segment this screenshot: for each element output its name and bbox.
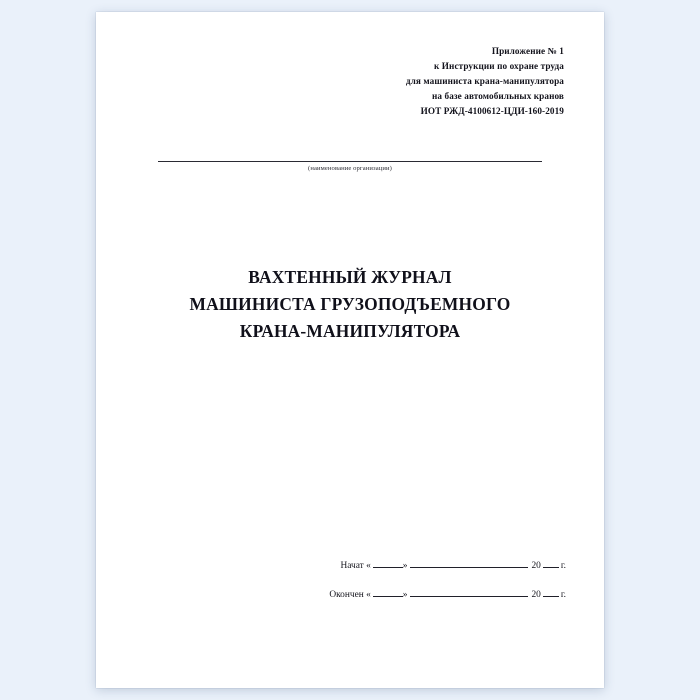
page-content bbox=[96, 12, 604, 688]
started-year-prefix: 20 bbox=[531, 561, 541, 571]
started-quote-close: » bbox=[402, 561, 408, 571]
footer-fields bbox=[136, 558, 566, 616]
appendix-line-1: Приложение № 1 bbox=[491, 46, 564, 56]
title-line-3: КРАНА-МАНИПУЛЯТОРА bbox=[239, 320, 461, 341]
appendix-line-3: для машиниста крана-манипулятора bbox=[405, 75, 564, 86]
finished-month-field[interactable] bbox=[410, 587, 528, 597]
appendix-line-4: на базе автомобильных кранов bbox=[432, 90, 564, 101]
organization-caption: (наименование организации) bbox=[308, 165, 392, 172]
finished-row bbox=[136, 587, 566, 600]
finished-quote-close: » bbox=[402, 590, 408, 600]
appendix-block bbox=[234, 44, 564, 119]
finished-year-field[interactable] bbox=[543, 587, 559, 597]
title-line-2: МАШИНИСТА ГРУЗОПОДЪЕМНОГО bbox=[189, 293, 511, 314]
started-row bbox=[136, 558, 566, 571]
started-year-field[interactable] bbox=[543, 558, 559, 568]
finished-year-suffix: г. bbox=[560, 590, 566, 600]
started-year-suffix: г. bbox=[560, 561, 566, 571]
page-title bbox=[136, 264, 564, 345]
organization-input-line[interactable] bbox=[158, 160, 542, 162]
started-day-field[interactable] bbox=[373, 558, 403, 568]
started-month-field[interactable] bbox=[410, 558, 528, 568]
appendix-line-2: к Инструкции по охране труда bbox=[434, 60, 564, 71]
title-line-1: ВАХТЕННЫЙ ЖУРНАЛ bbox=[248, 267, 452, 287]
organization-block bbox=[158, 160, 542, 172]
appendix-line-5: ИОТ РЖД-4100612-ЦДИ-160-2019 bbox=[420, 105, 564, 116]
finished-label: Окончен « bbox=[329, 590, 371, 600]
document-page bbox=[96, 12, 604, 688]
finished-year-prefix: 20 bbox=[531, 590, 541, 600]
finished-day-field[interactable] bbox=[373, 587, 403, 597]
started-label: Начат « bbox=[340, 561, 371, 571]
